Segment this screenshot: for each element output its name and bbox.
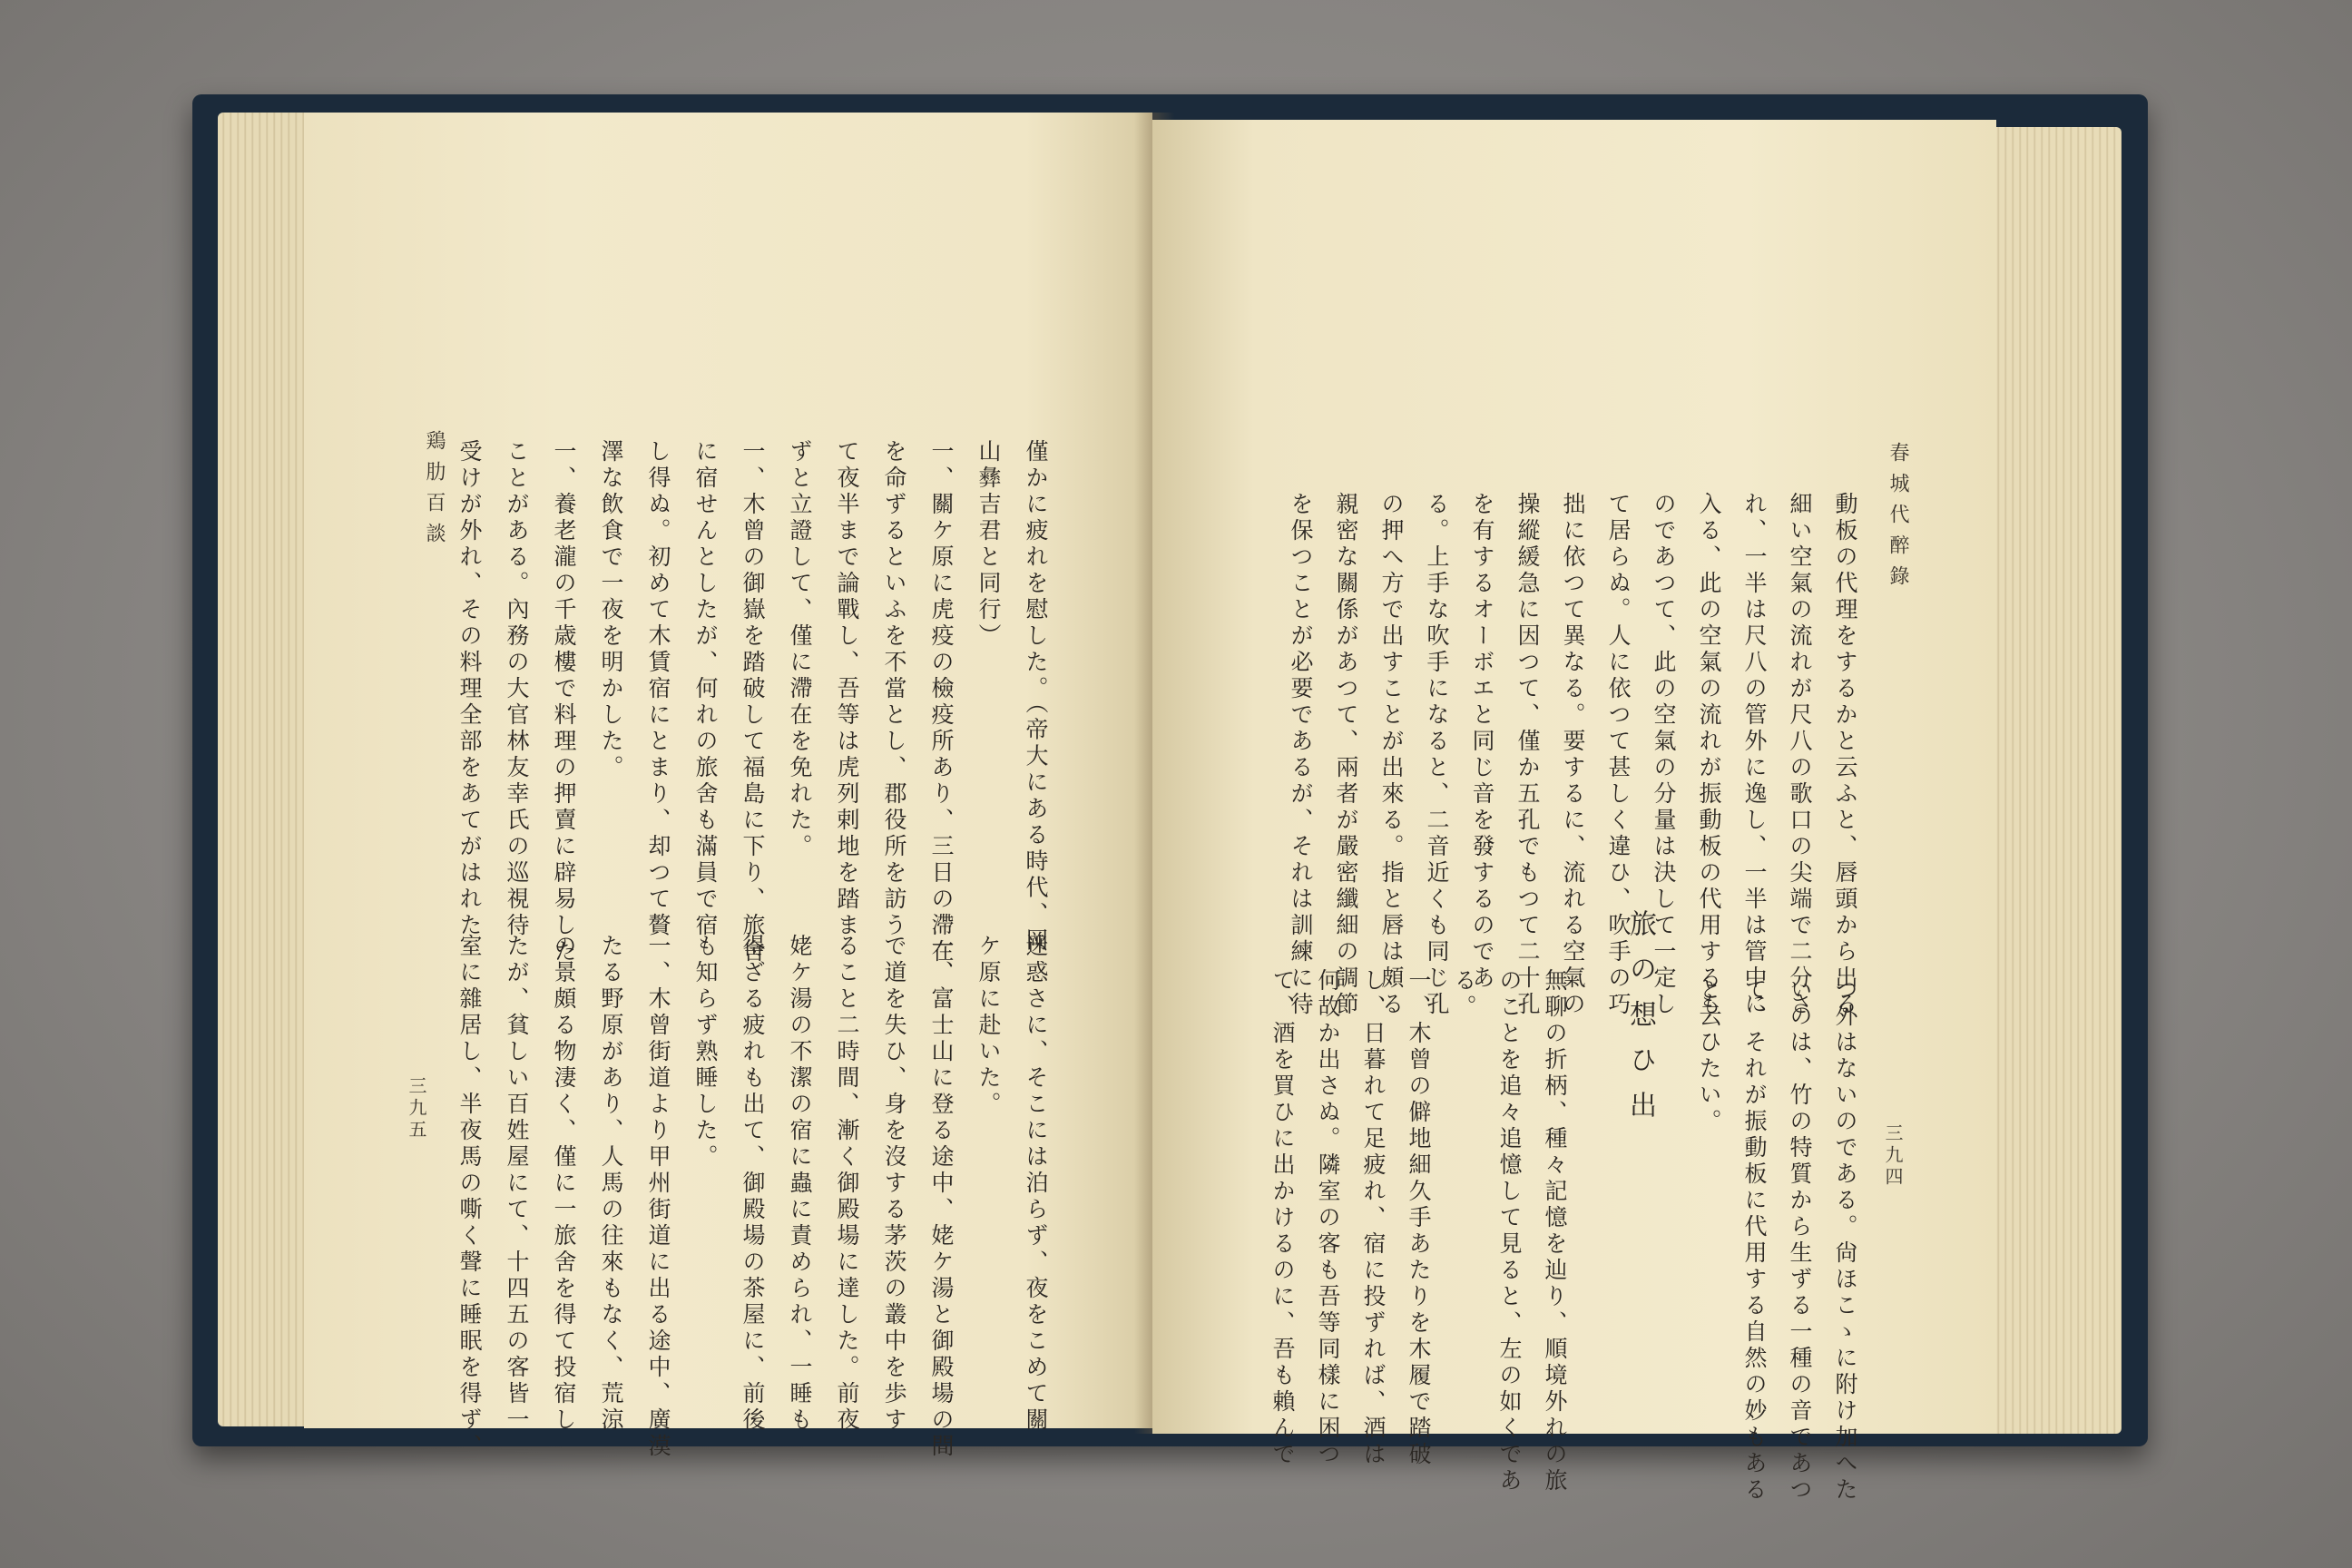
left-page-edges [218, 113, 313, 1426]
text-column: 操縱緩急に因つて、僅か五孔でもつて二十孔 [1514, 492, 1541, 1018]
text-column: 何故か出さぬ。隣室の客も吾等同樣に困つ [1315, 968, 1341, 1468]
text-column: で道を失ひ、身を沒する茅茨の叢中を歩す [881, 934, 907, 1434]
text-column: ケ原に赴いた。 [975, 934, 1002, 1118]
text-column: 入る、此の空氣の流れが振動板の代用するも [1696, 492, 1722, 1018]
text-column: と云ひたい。 [1696, 977, 1722, 1135]
text-column: る。上手な吹手になると、二音近くも同じ孔 [1424, 492, 1450, 1018]
right-running-head: 春城代醉錄 [1886, 442, 1909, 596]
text-column: ること二時間、漸く御殿場に達した。前夜 [834, 934, 860, 1434]
text-column: 無聊の折柄、種々記憶を辿り、順境外れの旅 [1542, 968, 1568, 1494]
text-column: 一、富士山に登る途中、姥ケ湯と御殿場の間 [928, 934, 955, 1460]
text-column: 室に雜居し、半夜馬の嘶く聲に睡眠を得ず、 [456, 934, 483, 1460]
text-column: 受けが外れ、その料理全部をあてがはれた [456, 439, 483, 939]
text-column: の押へ方で出すことが出來る。指と唇は頗る [1378, 492, 1405, 1018]
text-column: 山彝吉君と同行） [975, 439, 1002, 650]
text-column: 細い空氣の流れが尺八の歌口の尖端で二分さ [1787, 492, 1813, 1018]
right-page [1152, 120, 1996, 1504]
text-column: つ外はないのである。尙ほこゝに附け加へた [1832, 977, 1858, 1504]
section-heading: 旅の想ひ出 [1624, 909, 1656, 1136]
text-column: も知らず熟睡した。 [692, 934, 719, 1171]
text-column: れ、一半は尺八の管外に逸し、一半は管中に [1741, 492, 1768, 1018]
text-column: に宿せんとしたが、何れの旅舍も滿員で宿 [692, 439, 719, 939]
text-column: て居らぬ。人に依つて甚しく違ひ、吹手の巧 [1605, 492, 1632, 1018]
text-column: 一、養老瀧の千歳樓で料理の押賣に辟易した [551, 439, 577, 965]
text-column: ことがある。內務の大官林友幸氏の巡視待 [504, 439, 530, 939]
text-column: る。 [1451, 968, 1477, 1021]
text-column: を保つことが必要であるが、それは訓練に待 [1288, 492, 1314, 1018]
text-column: のであつて、此の空氣の分量は決して一定し [1651, 492, 1677, 1018]
text-column: 拙に依つて異なる。要するに、流れる空氣の [1560, 492, 1586, 1018]
text-column: 親密な關係があつて、兩者が嚴密纖細の調節 [1333, 492, 1359, 1018]
text-column: の景頗る物淒く、僅に一旅舍を得て投宿し [551, 934, 577, 1434]
left-page [304, 113, 1152, 1460]
text-column: 僅かに疲れを慰した。（帝大にある時代、岡 [1023, 439, 1049, 955]
text-column: のことを追々追憶して見ると、左の如くであ [1496, 968, 1523, 1494]
text-column: たが、貧しい百姓屋にて、十四五の客皆一 [504, 934, 530, 1434]
text-column: 一、木曾の僻地細久手あたりを木履で踏破 [1406, 968, 1432, 1468]
text-column: たる野原があり、人馬の往來もなく、荒涼 [598, 934, 624, 1434]
text-column: を有するオーボエと同じ音を發するのであ [1469, 492, 1495, 992]
text-column: を命ずるといふを不當とし、郡役所を訪う [881, 439, 907, 939]
text-column: て夜半まで論戰し、吾等は虎列剌地を踏ま [834, 439, 860, 939]
text-column: 得ざる疲れも出て、御殿場の茶屋に、前後 [740, 934, 766, 1434]
text-column: 一、木曾街道より甲州街道に出る途中、廣漠 [645, 934, 671, 1460]
text-column: 一、關ケ原に虎疫の檢疫所あり、三日の滯在 [928, 439, 955, 965]
text-column: 迷惑さに、そこには泊らず、夜をこめて關 [1023, 934, 1049, 1434]
right-page-edges [1993, 127, 2122, 1434]
text-column: し、日暮れて足疲れ、宿に投ずれば、酒は [1360, 968, 1387, 1468]
text-column: いのは、竹の特質から生ずる一種の音であつ [1787, 977, 1813, 1504]
text-column: て、それが振動板に代用する自然の妙もある [1741, 977, 1768, 1504]
text-column: し得ぬ。初めて木賃宿にとまり、却つて贅 [645, 439, 671, 939]
left-page-number: 三九五 [406, 1076, 427, 1142]
text-column: 動板の代理をするかと云ふと、唇頭から出る [1832, 492, 1858, 1018]
text-column: て、酒を買ひに出かけるのに、吾も賴んで [1269, 968, 1296, 1468]
right-page-number: 三九四 [1882, 1123, 1904, 1189]
text-column: 姥ケ湯の不潔の宿に蟲に責められ、一睡も [787, 934, 813, 1434]
text-column: 一、木曾の御嶽を踏破して福島に下り、旅舍 [740, 439, 766, 965]
text-column: 澤な飲食で一夜を明かした。 [598, 439, 624, 781]
left-running-head: 鶏肋百談 [423, 430, 446, 554]
text-column: ずと立證して、僅に滯在を免れた。 [787, 439, 813, 860]
